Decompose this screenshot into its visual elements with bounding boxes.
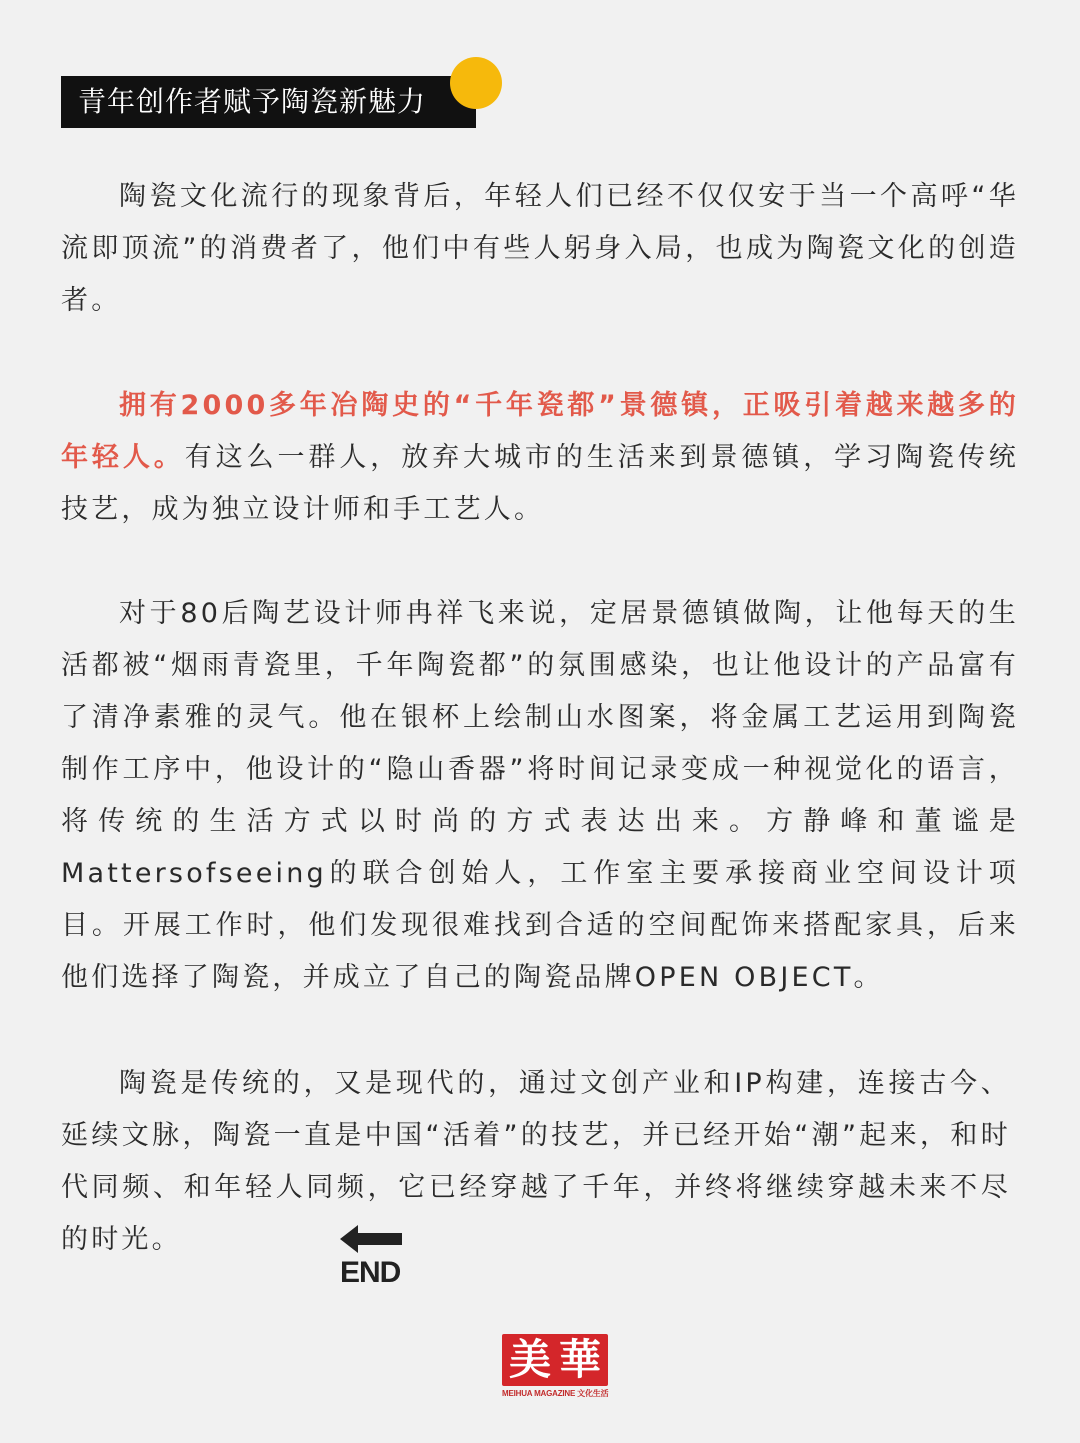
paragraph-2 — [61, 380, 1019, 536]
logo-char-mei: 美 — [508, 1335, 551, 1384]
end-label: END — [340, 1256, 401, 1289]
logo-char-hua: 華 — [558, 1335, 601, 1384]
end-mark — [338, 1222, 408, 1294]
paragraph-2-rest: 有这么一群人，放弃大城市的生活来到景德镇，学习陶瓷传统技艺，成为独立设计师和手工艺人。 — [61, 442, 1019, 525]
paragraph-4: 陶瓷是传统的，又是现代的，通过文创产业和IP构建，连接古今、延续文脉，陶瓷一直是中国“活着”的技艺，并已经开始“潮”起来，和时代同频、和年轻人同频，它已经穿越了千年，并终将继续穿越未来不尽的时光。 — [61, 1068, 1011, 1255]
paragraph-1: 陶瓷文化流行的现象背后，年轻人们已经不仅仅安于当一个高呼“华流即顶流”的消费者了，他们中有些人躬身入局，也成为陶瓷文化的创造者。 — [61, 181, 1019, 316]
logo-caption: MEIHUA MAGAZINE 文化生活 — [502, 1389, 609, 1398]
section-title: 青年创作者赋予陶瓷新魅力 — [61, 76, 476, 128]
paragraph-3: 对于80后陶艺设计师冉祥飞来说，定居景德镇做陶，让他每天的生活都被“烟雨青瓷里，千年陶瓷都”的氛围感染，也让他设计的产品富有了清净素雅的灵气。他在银杯上绘制山水图案，将金属工艺运用到陶瓷制作工序中，他设计的“隐山香器”将时间记录变成一种视觉化的语言，将传统的生活方式以时尚的方式表达出来。方静峰和董谧是Mattersofseeing的联合创始人，工作室主要承接商业空间设计项目。开展工作时，他们发现很难找到合适的空间配饰来搭配家具，后来他们选择了陶瓷，并成立了自己的陶瓷品牌OPEN OBJECT。 — [61, 598, 1019, 993]
logo-mark — [502, 1334, 608, 1386]
title-accent-dot — [450, 57, 502, 109]
paragraph-2-highlight: 拥有2000多年冶陶史的“千年瓷都”景德镇，正吸引着越来越多的年轻人。 — [61, 390, 1019, 473]
brand-logo — [500, 1334, 612, 1404]
arrow-left-icon — [338, 1222, 404, 1256]
